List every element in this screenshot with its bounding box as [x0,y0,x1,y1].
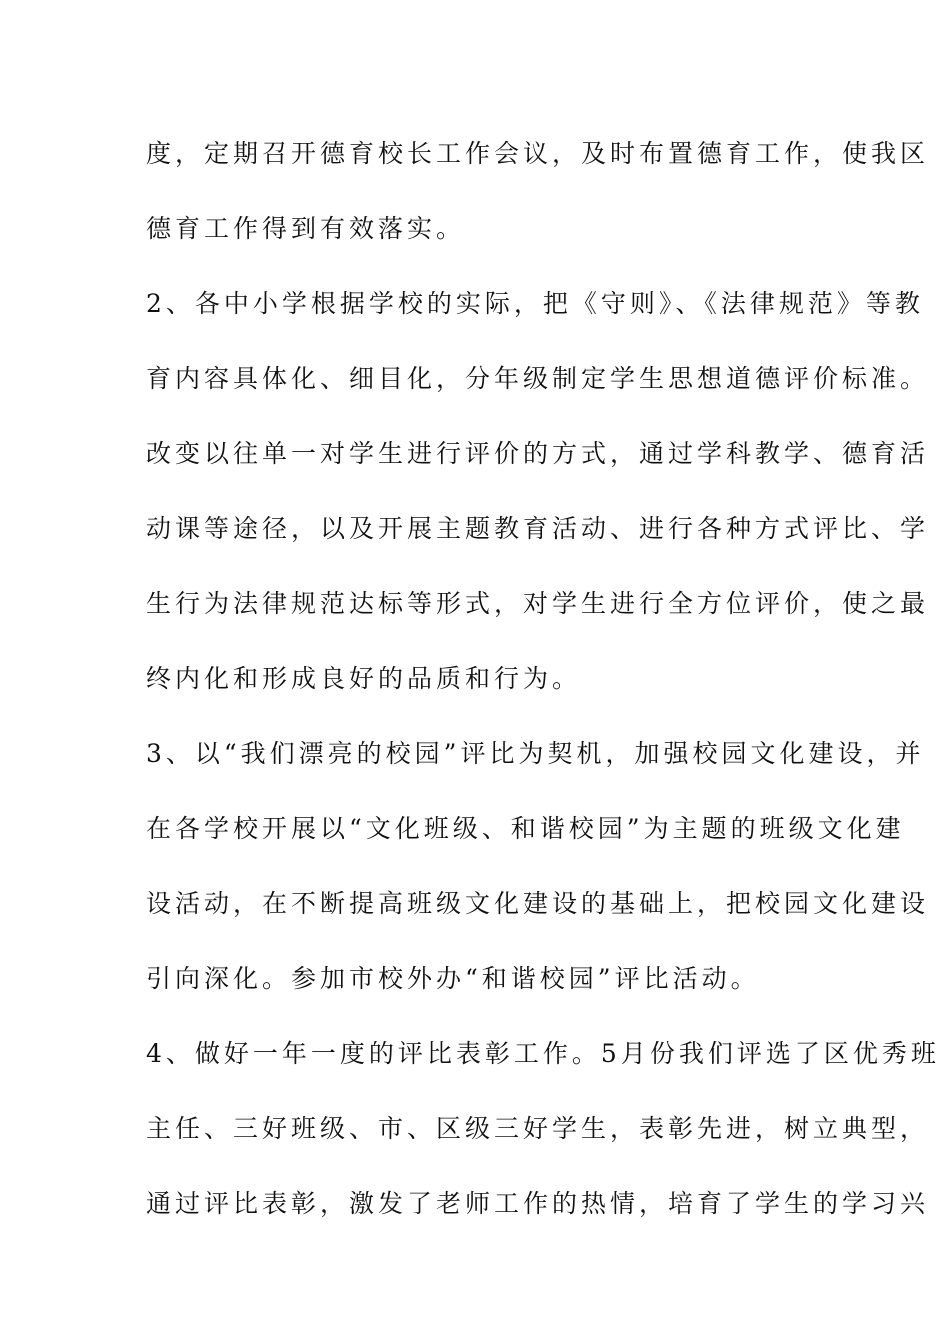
document-body [146,128,940,1253]
text-line: 德育工作得到有效落实。 [146,214,466,243]
text-line: 动课等途径，以及开展主题教育活动、进行各种方式评比、学 [146,514,930,543]
text-line: 设活动，在不断提高班级文化建设的基础上，把校园文化建设 [146,889,930,918]
text-line: 主任、三好班级、市、区级三好学生，表彰先进，树立典型， [146,1114,930,1143]
text-line: 改变以往单一对学生进行评价的方式，通过学科教学、德育活 [146,439,930,468]
text-line: 终内化和形成良好的品质和行为。 [146,664,582,693]
text-line: 通过评比表彰，激发了老师工作的热情，培育了学生的学习兴 [146,1189,930,1218]
text-line: 度，定期召开德育校长工作会议，及时布置德育工作，使我区 [146,139,930,168]
text-line: 育内容具体化、细目化，分年级制定学生思想道德评价标准。 [146,364,930,393]
text-line: 2、各中小学根据学校的实际，把《守则》、《法律规范》等教 [146,289,924,318]
text-line: 3、以“我们漂亮的校园”评比为契机，加强校园文化建设，并 [146,739,925,768]
text-line: 生行为法律规范达标等形式，对学生进行全方位评价，使之最 [146,589,930,618]
text-line: 引向深化。参加市校外办“和谐校园”评比活动。 [146,964,760,993]
text-line: 4、做好一年一度的评比表彰工作。5月份我们评选了区优秀班 [146,1039,940,1068]
text-line: 在各学校开展以“文化班级、和谐校园”为主题的班级文化建 [146,814,905,843]
